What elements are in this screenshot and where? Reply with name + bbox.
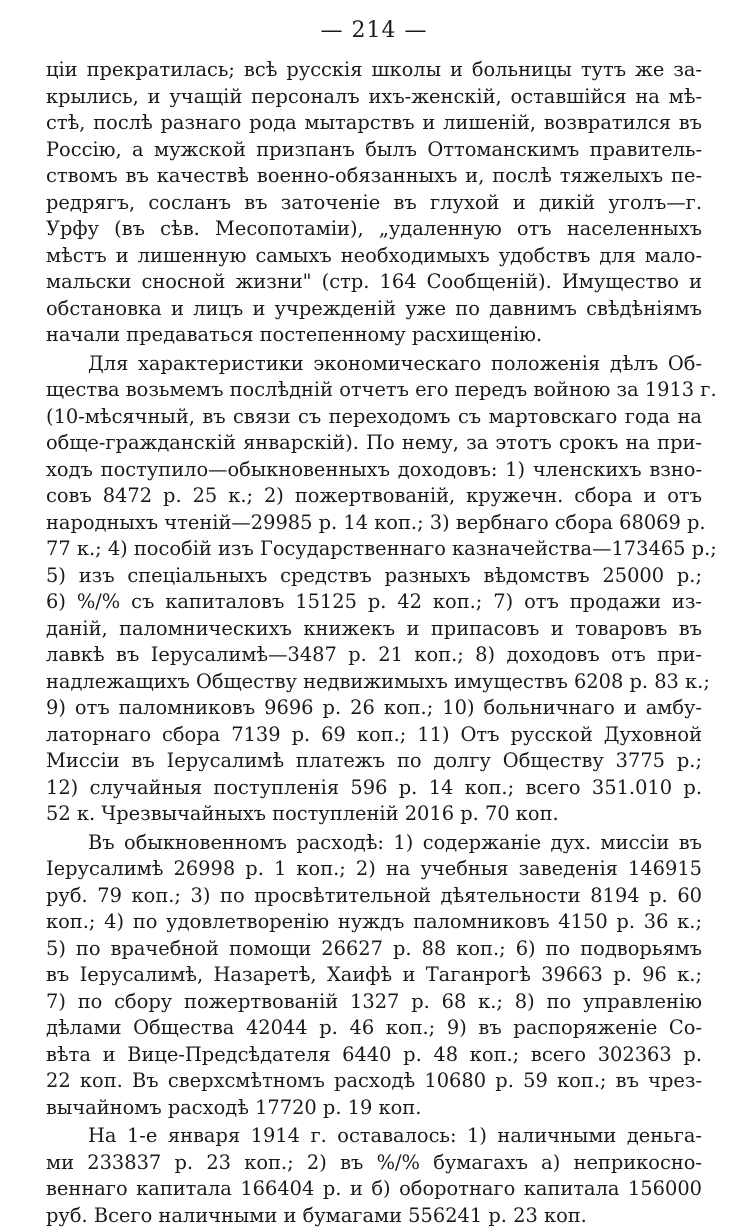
text-line: Урфу (въ сѣв. Месопотаміи), „удаленную отъ населенныхъ: [46, 216, 702, 243]
text-line: руб. 79 коп.; 3) по просвѣтительной дѣятельности 8194 р. 60: [46, 883, 702, 910]
text-line: 77 к.; 4) пособій изъ Государственнаго казначейства—173465 р.;: [46, 536, 702, 563]
text-line: совъ 8472 р. 25 к.; 2) пожертвованій, кружечн. сбора и отъ: [46, 483, 702, 510]
page-number: — 214 —: [46, 18, 702, 43]
text-line: 12) случайныя поступленія 596 р. 14 коп.; всего 351.010 р.: [46, 775, 702, 802]
text-line: мѣстъ и лишенную самыхъ необходимыхъ удобствъ для мало-: [46, 243, 702, 270]
text-line: ціи прекратилась; всѣ русскія школы и больницы тутъ же за-: [46, 57, 702, 84]
text-line: дѣлами Общества 42044 р. 46 коп.; 9) въ распоряженіе Со-: [46, 1015, 702, 1042]
text-line: 6) %/% съ капиталовъ 15125 р. 42 коп.; 7) отъ продажи из-: [46, 589, 702, 616]
text-line: ходъ поступило—обыкновенныхъ доходовъ: 1) членскихъ взно-: [46, 457, 702, 484]
text-line: 7) по сбору пожертвованій 1327 р. 68 к.; 8) по управленію: [46, 989, 702, 1016]
text-line: латорнаго сбора 7139 р. 69 коп.; 11) Отъ русской Духовной: [46, 722, 702, 749]
text-line: 22 коп. Въ сверхсмѣтномъ расходѣ 10680 р. 59 коп.; въ чрез-: [46, 1068, 702, 1095]
text-line: вычайномъ расходѣ 17720 р. 19 коп.: [46, 1095, 702, 1122]
text-line: 5) изъ спеціальныхъ средствъ разныхъ вѣдомствъ 25000 р.;: [46, 563, 702, 590]
text-line: въ Іерусалимѣ, Назаретѣ, Хаифѣ и Таганрогѣ 39663 р. 96 к.;: [46, 962, 702, 989]
paragraph-2: [46, 351, 702, 828]
text-line: веннаго капитала 166404 р. и б) оборотнаго капитала 156000: [46, 1176, 702, 1203]
text-line: обще-гражданскій январскій). По нему, за этотъ срокъ на при-: [46, 430, 702, 457]
text-line: обстановка и лицъ и учрежденій уже по давнимъ свѣдѣніямъ: [46, 296, 702, 323]
text-line: крылись, и учащій персоналъ ихъ-женскій, оставшійся на мѣ-: [46, 84, 702, 111]
text-line: Іерусалимѣ 26998 р. 1 коп.; 2) на учебныя заведенія 146915: [46, 856, 702, 883]
text-line: народныхъ чтеній—29985 р. 14 коп.; 3) вербнаго сбора 68069 р.: [46, 510, 702, 537]
text-line: На 1-е января 1914 г. оставалось: 1) наличными деньга-: [46, 1123, 702, 1150]
text-line: (10-мѣсячный, въ связи съ переходомъ съ мартовскаго года на: [46, 404, 702, 431]
text-line: Россію, а мужской призпанъ былъ Оттоманскимъ правитель-: [46, 137, 702, 164]
text-line: лавкѣ въ Іерусалимѣ—3487 р. 21 коп.; 8) доходовъ отъ при-: [46, 642, 702, 669]
text-line: Миссіи въ Іерусалимѣ платежъ по долгу Обществу 3775 р.;: [46, 748, 702, 775]
text-line: даній, паломническихъ книжекъ и припасовъ и товаровъ въ: [46, 616, 702, 643]
text-line: коп.; 4) по удовлетворенію нуждъ паломниковъ 4150 р. 36 к.;: [46, 909, 702, 936]
text-line: 9) отъ паломниковъ 9696 р. 26 коп.; 10) больничнаго и амбу-: [46, 695, 702, 722]
text-line: надлежащихъ Обществу недвижимыхъ имуществъ 6208 р. 83 к.;: [46, 669, 702, 696]
document-page: [46, 18, 702, 1229]
text-line: 52 к. Чрезвычайныхъ поступленій 2016 р. 70 коп.: [46, 801, 702, 828]
text-line: ми 233837 р. 23 коп.; 2) въ %/% бумагахъ а) неприкосно-: [46, 1150, 702, 1177]
paragraph-4: [46, 1123, 702, 1229]
paragraph-3: [46, 830, 702, 1122]
text-line: начали предаваться постепенному расхищенію.: [46, 322, 702, 349]
text-line: щества возьмемъ послѣдній отчетъ его передъ войною за 1913 г.: [46, 377, 702, 404]
paragraph-1: [46, 57, 702, 349]
text-line: руб. Всего наличными и бумагами 556241 р. 23 коп.: [46, 1203, 702, 1229]
text-line: ствомъ въ качествѣ военно-обязанныхъ и, послѣ тяжелыхъ пе-: [46, 163, 702, 190]
text-line: вѣта и Вице-Предсѣдателя 6440 р. 48 коп.; всего 302363 р.: [46, 1042, 702, 1069]
text-line: 5) по врачебной помощи 26627 р. 88 коп.; 6) по подворьямъ: [46, 936, 702, 963]
text-line: Въ обыкновенномъ расходѣ: 1) содержаніе дух. миссіи въ: [46, 830, 702, 857]
text-line: стѣ, послѣ разнаго рода мытарствъ и лишеній, возвратился въ: [46, 110, 702, 137]
text-line: Для характеристики экономическаго положенія дѣлъ Об-: [46, 351, 702, 378]
text-line: редрягъ, сосланъ въ заточеніе въ глухой и дикій уголъ—г.: [46, 190, 702, 217]
text-line: мальски сносной жизни" (стр. 164 Сообщеній). Имущество и: [46, 269, 702, 296]
